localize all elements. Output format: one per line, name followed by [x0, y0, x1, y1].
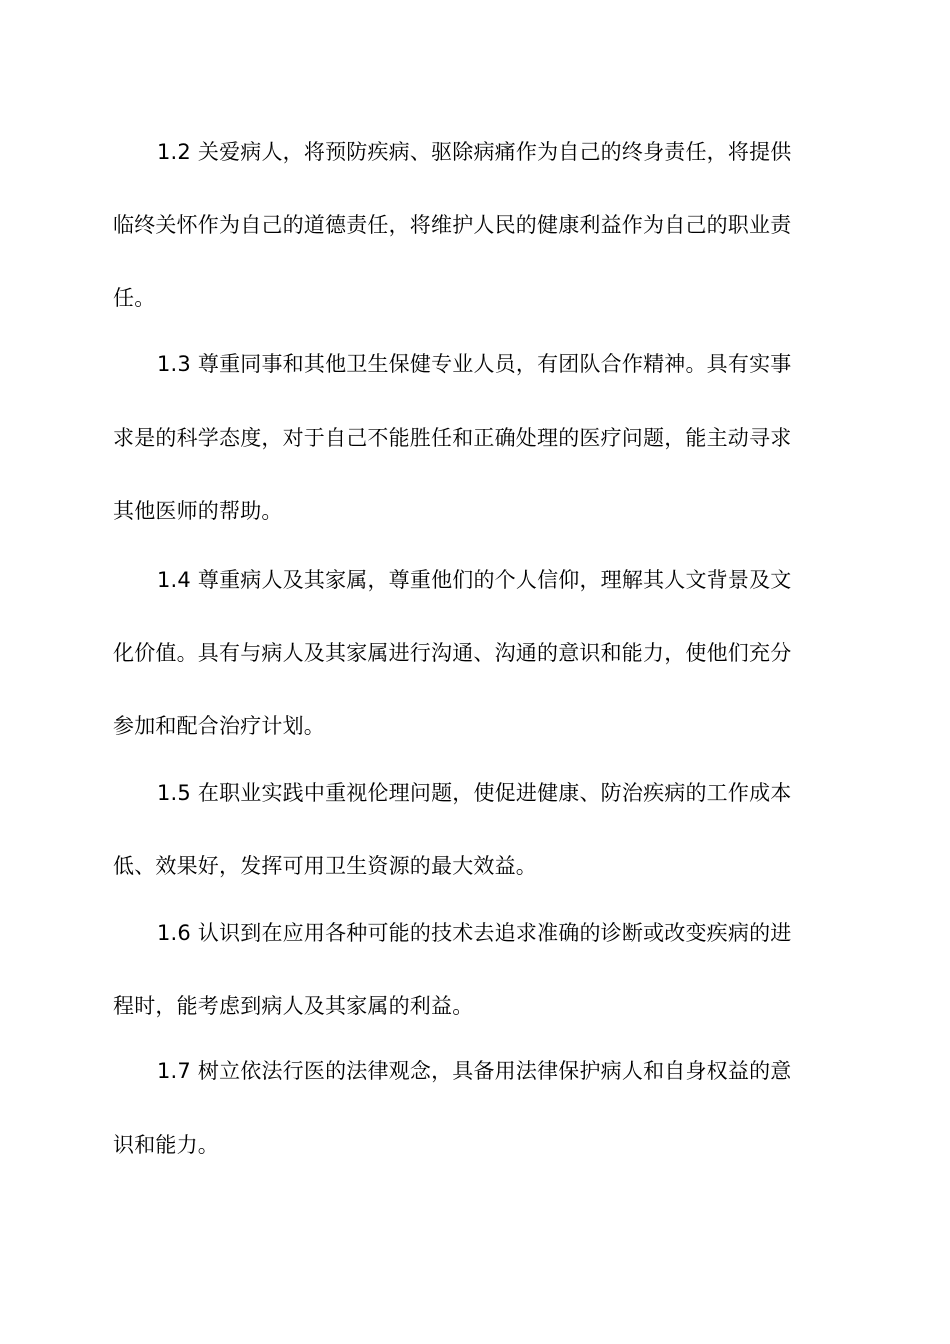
paragraph-line: 参加和配合治疗计划。 — [113, 714, 325, 738]
paragraph-line: 低、效果好，发挥可用卫生资源的最大效益。 — [113, 854, 537, 878]
paragraph-line: 求是的科学态度，对于自己不能胜任和正确处理的医疗问题，能主动寻求 — [113, 426, 792, 450]
paragraph-line: 1.5 在职业实践中重视伦理问题，使促进健康、防治疾病的工作成本 — [157, 781, 792, 805]
paragraph-line: 程时，能考虑到病人及其家属的利益。 — [113, 994, 474, 1018]
paragraph-line: 1.7 树立依法行医的法律观念，具备用法律保护病人和自身权益的意 — [157, 1059, 792, 1083]
paragraph-line: 任。 — [113, 286, 156, 310]
paragraph-line: 识和能力。 — [113, 1133, 219, 1157]
paragraph-line: 化价值。具有与病人及其家属进行沟通、沟通的意识和能力，使他们充分 — [113, 641, 792, 665]
paragraph-line: 1.2 关爱病人，将预防疾病、驱除病痛作为自己的终身责任，将提供 — [157, 140, 792, 164]
paragraph-line: 临终关怀作为自己的道德责任，将维护人民的健康利益作为自己的职业责 — [113, 213, 792, 237]
paragraph-line: 1.4 尊重病人及其家属，尊重他们的个人信仰，理解其人文背景及文 — [157, 568, 792, 592]
paragraph-line: 1.3 尊重同事和其他卫生保健专业人员，有团队合作精神。具有实事 — [157, 352, 792, 376]
paragraph-line: 其他医师的帮助。 — [113, 499, 283, 523]
paragraph-line: 1.6 认识到在应用各种可能的技术去追求准确的诊断或改变疾病的进 — [157, 921, 792, 945]
